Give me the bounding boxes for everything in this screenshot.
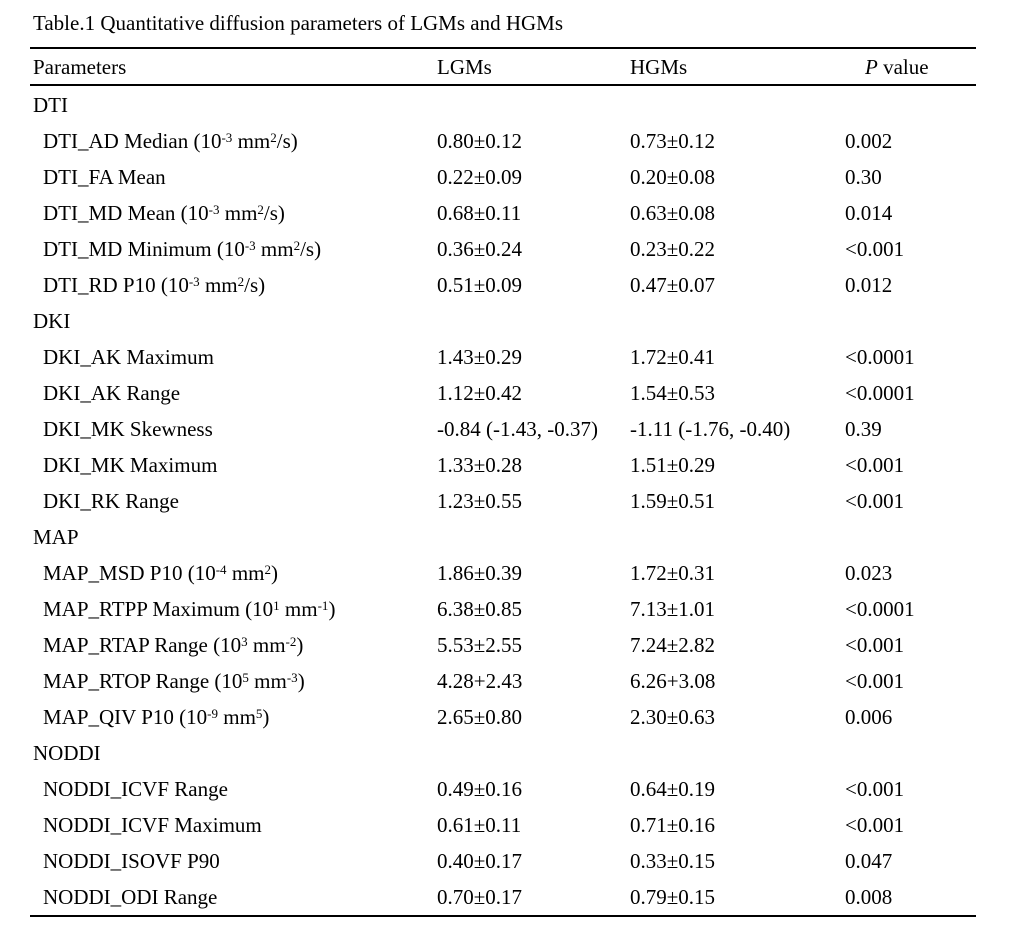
hgm-cell: 0.64±0.19 (630, 777, 716, 801)
table-row (30, 555, 976, 591)
lgm-cell: 0.68±0.11 (437, 201, 522, 225)
lgm-cell: 0.22±0.09 (437, 165, 523, 189)
hgm-cell: 2.30±0.63 (630, 705, 716, 729)
header-lgms: LGMs (437, 55, 492, 79)
table-row (30, 879, 976, 915)
p-cell: <0.001 (845, 777, 905, 801)
param-cell: DKI_AK Maximum (43, 345, 214, 369)
param-cell: MAP_RTOP Range ($10^5$ $mm^{-3}$) (43, 669, 305, 693)
lgm-cell: 0.51±0.09 (437, 273, 523, 297)
p-cell: <0.0001 (845, 381, 915, 405)
hgm-cell (627, 87, 842, 123)
param-cell: DTI_MD Mean ($10^{-3}$ $mm^2/s$) (43, 201, 285, 225)
p-cell: 0.008 (845, 885, 893, 909)
param-cell: DTI_AD Median ($10^{-3}$ $mm^2/s$) (43, 129, 298, 153)
hgm-cell: 0.63±0.08 (630, 201, 716, 225)
lgm-cell: 5.53±2.55 (437, 633, 523, 657)
hgm-cell: 0.23±0.22 (630, 237, 716, 261)
header-parameters: Parameters (33, 55, 127, 79)
table-row (30, 591, 976, 627)
lgm-cell (434, 735, 627, 771)
table-header-row (30, 50, 976, 84)
param-cell: NODDI_ICVF Maximum (43, 813, 262, 837)
lgm-cell: 0.49±0.16 (437, 777, 523, 801)
p-symbol: P (865, 55, 878, 79)
table-row (30, 447, 976, 483)
p-cell: <0.001 (845, 489, 905, 513)
lgm-cell: 0.36±0.24 (437, 237, 523, 261)
param-cell: MAP_MSD P10 ($10^{-4}$ $mm^2$) (43, 561, 278, 585)
hgm-cell: 0.71±0.16 (630, 813, 716, 837)
p-cell (842, 303, 976, 339)
param-cell: DKI_AK Range (43, 381, 181, 405)
section-row (30, 735, 976, 771)
p-cell: 0.023 (845, 561, 893, 585)
section-label: DKI (33, 309, 71, 333)
lgm-cell: 0.40±0.17 (437, 849, 523, 873)
hgm-cell: 6.26+3.08 (630, 669, 716, 693)
table-row (30, 663, 976, 699)
table-row (30, 483, 976, 519)
hgm-cell: -1.11 (-1.76, -0.40) (630, 417, 791, 441)
p-cell: <0.0001 (845, 597, 915, 621)
p-cell: <0.001 (845, 453, 905, 477)
param-cell: DKI_MK Skewness (43, 417, 213, 441)
lgm-cell: 1.23±0.55 (437, 489, 523, 513)
lgm-cell: 1.43±0.29 (437, 345, 523, 369)
p-cell: 0.006 (845, 705, 893, 729)
p-cell: 0.047 (845, 849, 893, 873)
param-cell: MAP_QIV P10 ($10^{-9}$ $mm^5$) (43, 705, 270, 729)
lgm-cell: 0.80±0.12 (437, 129, 523, 153)
section-row (30, 87, 976, 123)
p-cell: 0.012 (845, 273, 893, 297)
param-cell: MAP_RTPP Maximum ($10^1$ $mm^{-1}$) (43, 597, 336, 621)
lgm-cell (434, 303, 627, 339)
lgm-cell: 6.38±0.85 (437, 597, 523, 621)
lgm-cell: 4.28+2.43 (437, 669, 523, 693)
param-cell: MAP_RTAP Range ($10^3$ $mm^{-2}$) (43, 633, 304, 657)
section-label: DTI (33, 93, 68, 117)
param-cell: DTI_RD P10 ($10^{-3}$ $mm^2/s$) (43, 273, 266, 297)
hgm-cell (627, 519, 842, 555)
lgm-cell: -0.84 (-1.43, -0.37) (437, 417, 598, 441)
hgm-cell (627, 735, 842, 771)
hgm-cell: 7.13±1.01 (630, 597, 716, 621)
table-row (30, 267, 976, 303)
table-row (30, 699, 976, 735)
table-row (30, 231, 976, 267)
lgm-cell (434, 519, 627, 555)
section-label: NODDI (33, 741, 101, 765)
p-cell (842, 87, 976, 123)
p-cell: <0.001 (845, 237, 905, 261)
hgm-cell: 7.24±2.82 (630, 633, 716, 657)
lgm-cell: 1.12±0.42 (437, 381, 523, 405)
p-cell: 0.014 (845, 201, 893, 225)
p-cell (842, 519, 976, 555)
param-cell: NODDI_ISOVF P90 (43, 849, 220, 873)
p-cell: <0.0001 (845, 345, 915, 369)
param-cell: NODDI_ODI Range (43, 885, 218, 909)
param-cell: DTI_MD Minimum ($10^{-3}$ $mm^2/s$) (43, 237, 322, 261)
table-row (30, 627, 976, 663)
hgm-cell: 0.33±0.15 (630, 849, 716, 873)
p-cell: 0.39 (845, 417, 882, 441)
table-row (30, 195, 976, 231)
hgm-cell: 1.72±0.41 (630, 345, 716, 369)
lgm-cell: 2.65±0.80 (437, 705, 523, 729)
param-cell: NODDI_ICVF Range (43, 777, 228, 801)
table-row (30, 375, 976, 411)
table-row (30, 159, 976, 195)
header-rule (30, 84, 976, 86)
table-body (30, 87, 976, 915)
bottom-rule (30, 915, 976, 917)
lgm-cell: 0.70±0.17 (437, 885, 523, 909)
p-cell: <0.001 (845, 633, 905, 657)
lgm-cell: 1.86±0.39 (437, 561, 523, 585)
lgm-cell: 0.61±0.11 (437, 813, 522, 837)
table-row (30, 123, 976, 159)
table-row (30, 807, 976, 843)
hgm-cell: 1.72±0.31 (630, 561, 716, 585)
lgm-cell (434, 87, 627, 123)
hgm-cell: 0.47±0.07 (630, 273, 716, 297)
header-hgms: HGMs (630, 55, 688, 79)
section-label: MAP (33, 525, 79, 549)
table-caption: Table.1 Quantitative diffusion parameters of LGMs and HGMs (33, 11, 564, 35)
lgm-cell: 1.33±0.28 (437, 453, 523, 477)
p-value-word: value (877, 55, 929, 79)
hgm-cell: 1.59±0.51 (630, 489, 716, 513)
top-rule (30, 47, 976, 49)
section-row (30, 303, 976, 339)
header-p-value (842, 50, 976, 84)
table-row (30, 411, 976, 447)
p-cell (842, 735, 976, 771)
param-cell: DTI_FA Mean (43, 165, 166, 189)
p-cell: <0.001 (845, 669, 905, 693)
table-row (30, 771, 976, 807)
hgm-cell: 0.20±0.08 (630, 165, 716, 189)
hgm-cell: 0.73±0.12 (630, 129, 716, 153)
hgm-cell (627, 303, 842, 339)
hgm-cell: 1.54±0.53 (630, 381, 716, 405)
param-cell: DKI_RK Range (43, 489, 179, 513)
param-cell: DKI_MK Maximum (43, 453, 218, 477)
p-cell: <0.001 (845, 813, 905, 837)
hgm-cell: 1.51±0.29 (630, 453, 716, 477)
section-row (30, 519, 976, 555)
table-row (30, 843, 976, 879)
hgm-cell: 0.79±0.15 (630, 885, 716, 909)
table-row (30, 339, 976, 375)
p-cell: 0.30 (845, 165, 882, 189)
p-cell: 0.002 (845, 129, 893, 153)
